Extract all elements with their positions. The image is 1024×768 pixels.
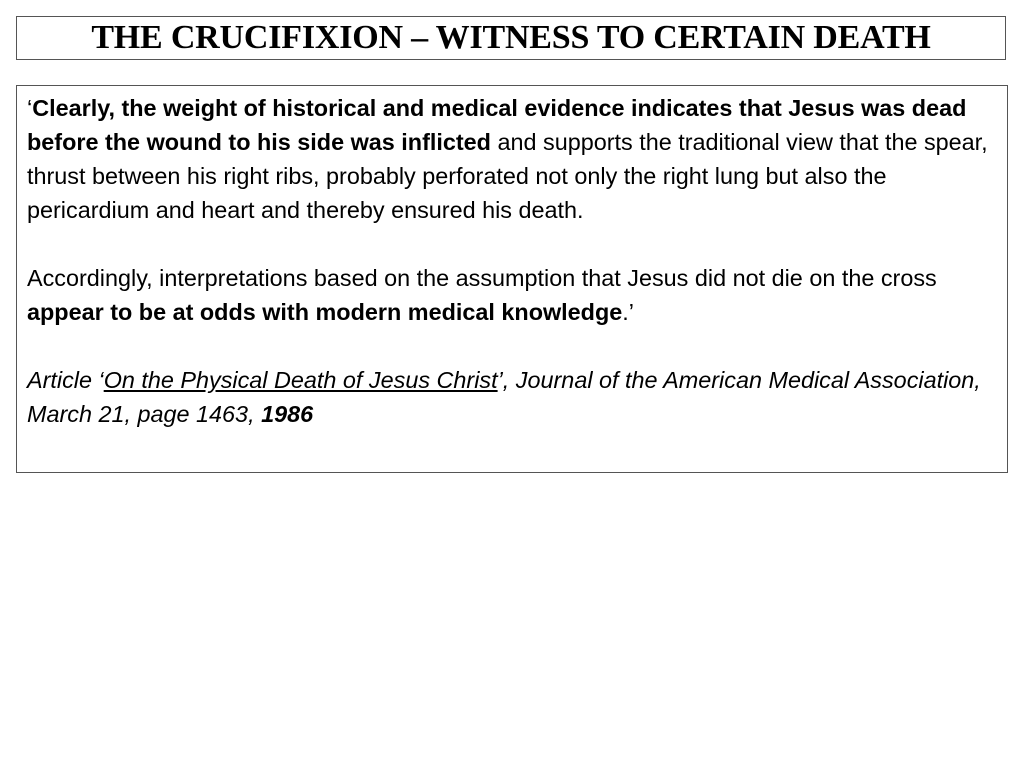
citation bbox=[27, 363, 997, 431]
quote-paragraph-1 bbox=[27, 91, 997, 227]
close-quote-mark: .’ bbox=[622, 299, 634, 325]
quote-emphasis-1: Clearly, the weight of historical and medical evidence indicates that Jesus was dead before the wound to his side was inflicted bbox=[27, 95, 967, 155]
quote-text-1: and supports the traditional view that the spear, thrust between his right ribs, probably perforated not only the right lung but also the pericardium and heart and thereby ensured his death. bbox=[27, 129, 988, 223]
title-box bbox=[16, 16, 1006, 60]
citation-year: 1986 bbox=[261, 401, 314, 427]
quote-text-2: Accordingly, interpretations based on the assumption that Jesus did not die on the cross bbox=[27, 265, 937, 291]
open-quote-mark: ‘ bbox=[27, 95, 33, 121]
citation-details: ’, Journal of the American Medical Association, March 21, page 1463, bbox=[27, 367, 981, 427]
quote-box bbox=[16, 85, 1008, 473]
article-title: On the Physical Death of Jesus Christ bbox=[103, 367, 498, 393]
slide-title: THE CRUCIFIXION – WITNESS TO CERTAIN DEATH bbox=[91, 19, 931, 56]
quote-paragraph-2 bbox=[27, 261, 997, 329]
citation-prefix: Article ‘ bbox=[27, 367, 104, 393]
quote-emphasis-2: appear to be at odds with modern medical knowledge bbox=[27, 299, 623, 325]
